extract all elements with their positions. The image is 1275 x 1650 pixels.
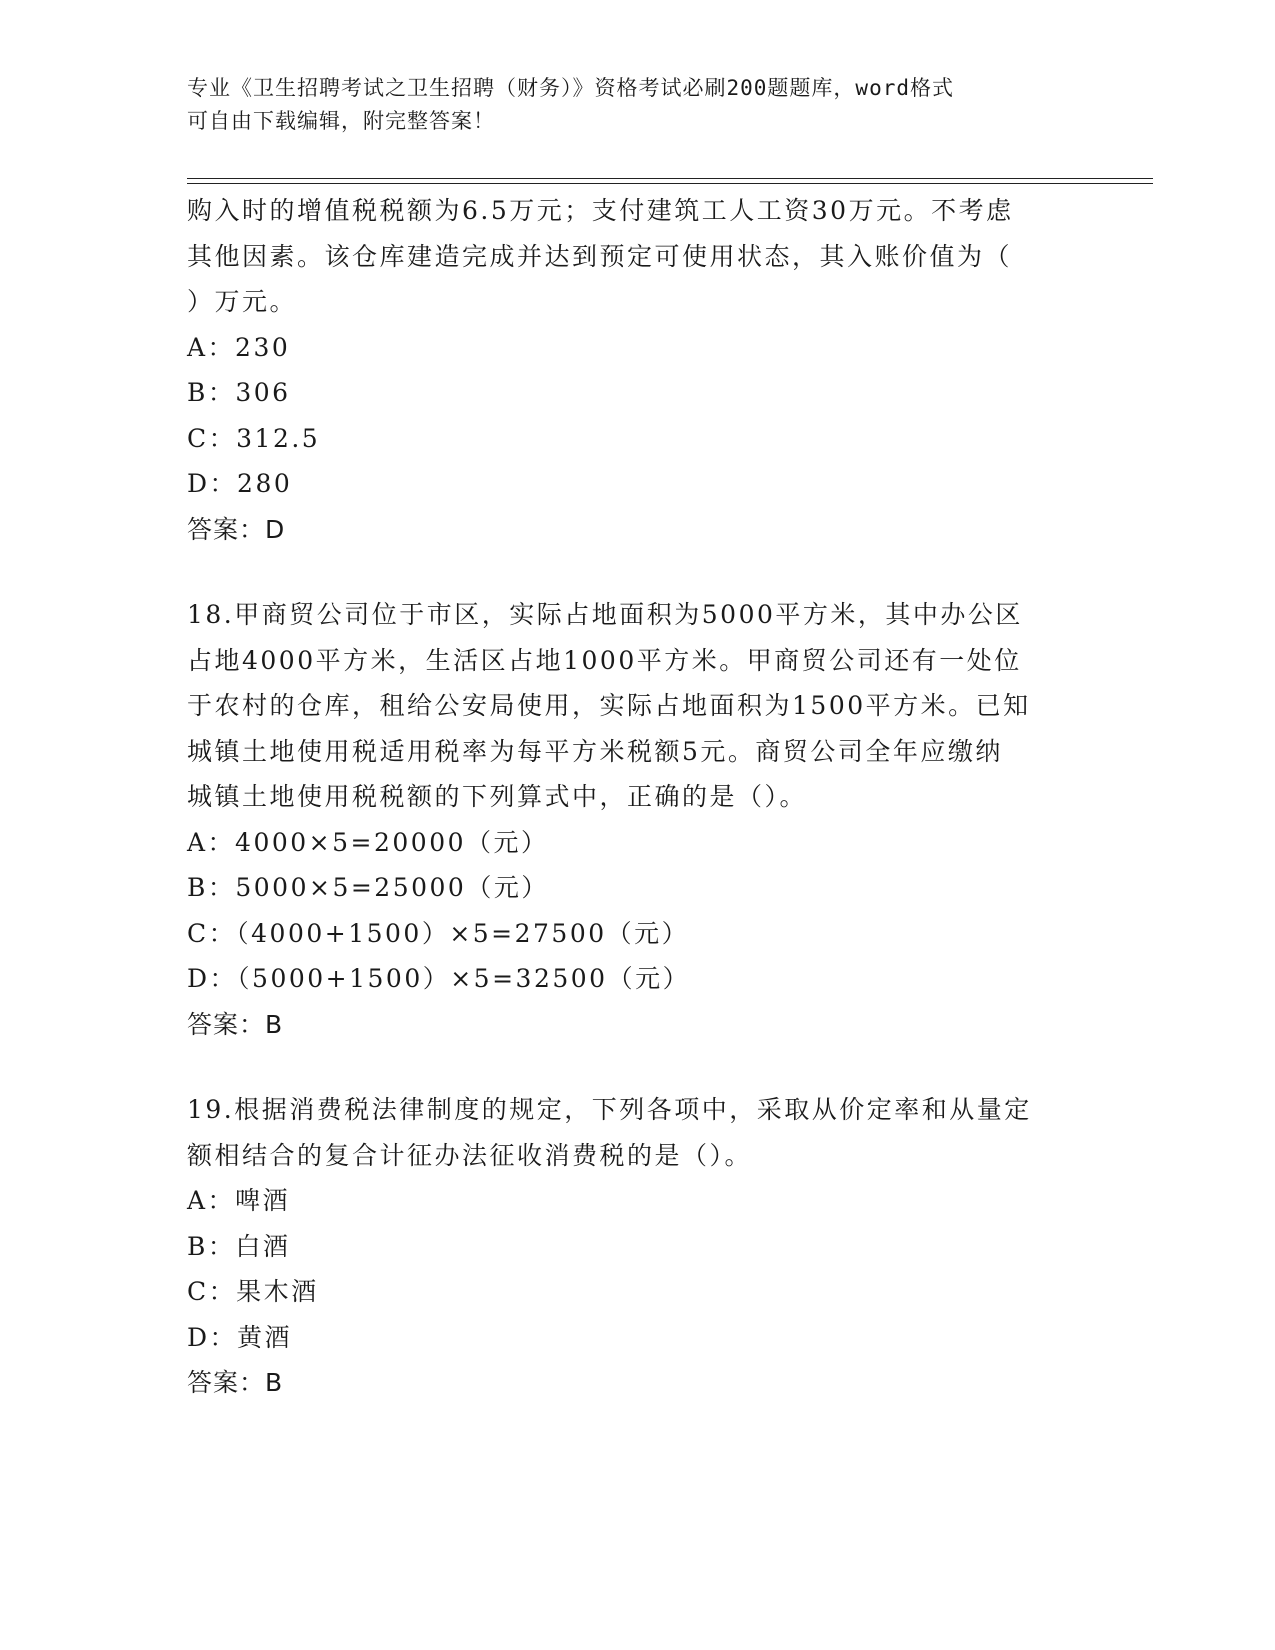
document-header [187,72,1087,138]
question-text-line: 19.根据消费税法律制度的规定，下列各项中，采取从价定率和从量定 [187,1095,1032,1124]
option-a: A：230 [187,332,291,362]
question-text-line: 于农村的仓库，租给公安局使用，实际占地面积为1500平方米。已知 [187,691,1031,720]
question-text-line: 占地4000平方米，生活区占地1000平方米。甲商贸公司还有一处位 [187,645,1022,675]
question-text-line: ）万元。 [187,287,298,316]
question-spacer [187,1047,1087,1087]
option-b: B：306 [187,378,291,407]
option-b: B：5000×5=25000（元） [187,873,549,902]
answer-label: 答案：D [187,514,286,544]
header-divider-bottom [187,183,1153,184]
question-17 [187,188,1087,552]
option-c: C：果木酒 [187,1277,319,1306]
option-c: C：（4000+1500）×5=27500（元） [187,918,690,948]
question-18 [187,592,1087,1047]
option-d: D：黄酒 [187,1322,293,1352]
answer-label: 答案：B [187,1009,284,1039]
option-b: B：白酒 [187,1231,291,1261]
answer-label: 答案：B [187,1368,284,1397]
question-list [187,188,1087,1406]
question-text-line: 城镇土地使用税税额的下列算式中，正确的是（）。 [187,782,808,811]
question-text-line: 其他因素。该仓库建造完成并达到预定可使用状态，其入账价值为（ [187,241,1013,271]
question-text-line: 18.甲商贸公司位于市区，实际占地面积为5000平方米，其中办公区 [187,600,1023,629]
header-title-line-1: 专业《卫生招聘考试之卫生招聘（财务）》资格考试必刷200题题库，word格式 [187,76,954,100]
question-text-line: 购入时的增值税税额为6.5万元；支付建筑工人工资30万元。不考虑 [187,196,1014,225]
option-d: D：（5000+1500）×5=32500（元） [187,964,691,993]
option-d: D：280 [187,469,293,498]
question-text-line: 额相结合的复合计征办法征收消费税的是（）。 [187,1140,753,1170]
question-text-line: 城镇土地使用税适用税率为每平方米税额5元。商贸公司全年应缴纳 [187,736,1003,766]
question-19 [187,1087,1087,1406]
option-a: A：4000×5=20000（元） [187,827,549,857]
header-divider-top [187,178,1153,179]
option-c: C：312.5 [187,423,321,453]
question-spacer [187,552,1087,592]
header-title-line-2: 可自由下载编辑，附完整答案！ [187,109,495,133]
option-a: A：啤酒 [187,1186,291,1215]
